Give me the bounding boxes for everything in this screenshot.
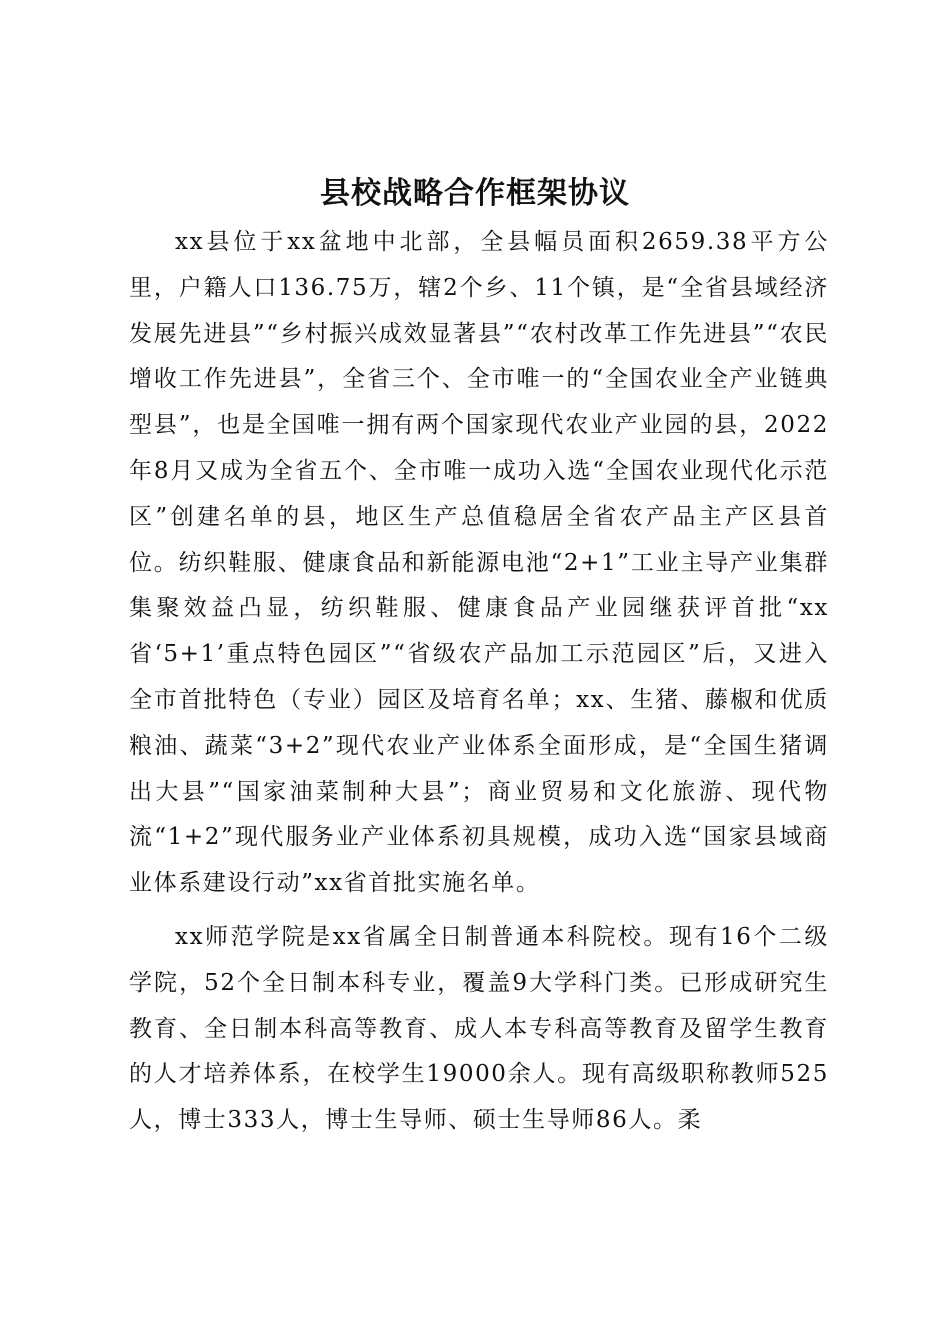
document-title: 县校战略合作框架协议 xyxy=(320,176,630,211)
document-body xyxy=(129,220,829,1144)
paragraph-college-overview: xx师范学院是xx省属全日制普通本科院校。现有16个二级学院，52个全日制本科专业，覆盖9大学科门类。已形成研究生教育、全日制本科高等教育、成人本专科高等教育及留学生教育的人才培养体系，在校学生19000余人。现有高级职称教师525人，博士333人，博士生导师、硕士生导师86人。柔 xyxy=(129,923,829,1134)
paragraph-county-overview: xx县位于xx盆地中北部，全县幅员面积2659.38平方公里，户籍人口136.75万，辖2个乡、11个镇，是“全省县域经济发展先进县”“乡村振兴成效显著县”“农村改革工作先进县”“农民增收工作先进县”，全省三个、全市唯一的“全国农业全产业链典型县”，也是全国唯一拥有两个国家现代农业产业园的县，2022年8月又成为全省五个、全市唯一成功入选“全国农业现代化示范区”创建名单的县，地区生产总值稳居全省农产品主产区县首位。纺织鞋服、健康食品和新能源电池“2+1”工业主导产业集群集聚效益凸显，纺织鞋服、健康食品产业园继获评首批“xx省‘5+1’重点特色园区”“省级农产品加工示范园区”后，又进入全市首批特色（专业）园区及培育名单；xx、生猪、藤椒和优质粮油、蔬菜“3+2”现代农业产业体系全面形成，是“全国生猪调出大县”“国家油菜制种大县”；商业贸易和文化旅游、现代物流“1+2”现代服务业产业体系初具规模，成功入选“国家县域商业体系建设行动”xx省首批实施名单。 xyxy=(129,229,829,897)
